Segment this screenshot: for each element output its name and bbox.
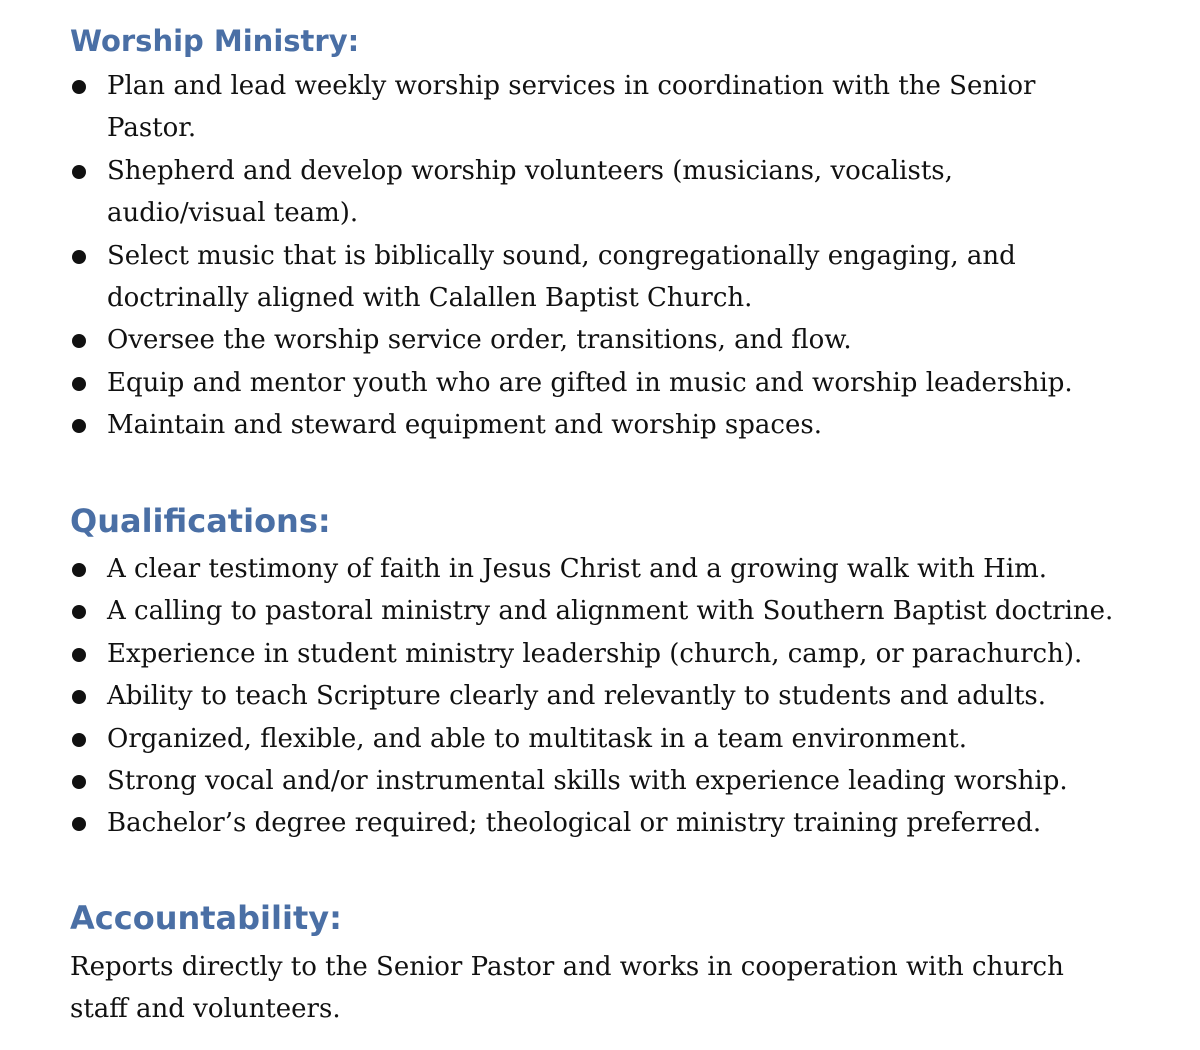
bullet-icon: [72, 817, 86, 831]
list-item: A clear testimony of faith in Jesus Christ and a growing walk with Him.: [70, 548, 1170, 590]
list-item: Bachelor’s degree required; theological or ministry training preferred.: [70, 802, 1170, 844]
worship-ministry-list: [70, 65, 1170, 447]
qualifications-section: [70, 499, 1170, 845]
bullet-icon: [72, 690, 86, 704]
qualifications-heading: Qualifications:: [70, 502, 331, 540]
list-item: Experience in student ministry leadership (church, camp, or parachurch).: [70, 633, 1170, 675]
qualifications-list: [70, 548, 1170, 845]
list-item: Equip and mentor youth who are gifted in music and worship leadership.: [70, 362, 1170, 404]
accountability-text: Reports directly to the Senior Pastor and works in cooperation with church staff and volunteers.: [70, 952, 1064, 1025]
list-item: Ability to teach Scripture clearly and relevantly to students and adults.: [70, 675, 1170, 717]
accountability-section: [70, 896, 1170, 1031]
bullet-icon: [72, 648, 86, 662]
bullet-icon: [72, 250, 86, 264]
list-item: Strong vocal and/or instrumental skills with experience leading worship.: [70, 760, 1170, 802]
bullet-icon: [72, 733, 86, 747]
bullet-icon: [72, 563, 86, 577]
worship-ministry-section: [70, 21, 1170, 447]
list-item: Maintain and steward equipment and worship spaces.: [70, 404, 1170, 446]
bullet-icon: [72, 80, 86, 94]
bullet-icon: [72, 377, 86, 391]
list-item: A calling to pastoral ministry and alignment with Southern Baptist doctrine.: [70, 590, 1170, 632]
list-item: Select music that is biblically sound, congregationally engaging, and doctrinally aligned with Calallen Baptist Church.: [70, 235, 1067, 320]
list-item: Shepherd and develop worship volunteers (musicians, vocalists, audio/visual team).: [70, 150, 1007, 235]
list-item: Oversee the worship service order, transitions, and flow.: [70, 319, 1170, 361]
bullet-icon: [72, 419, 86, 433]
list-item: Plan and lead weekly worship services in coordination with the Senior Pastor.: [70, 65, 1067, 150]
bullet-icon: [72, 605, 86, 619]
worship-ministry-heading: Worship Ministry:: [70, 24, 360, 58]
list-item: Organized, flexible, and able to multitask in a team environment.: [70, 718, 1170, 760]
bullet-icon: [72, 334, 86, 348]
bullet-icon: [72, 775, 86, 789]
bullet-icon: [72, 165, 86, 179]
accountability-heading: Accountability:: [70, 899, 342, 937]
